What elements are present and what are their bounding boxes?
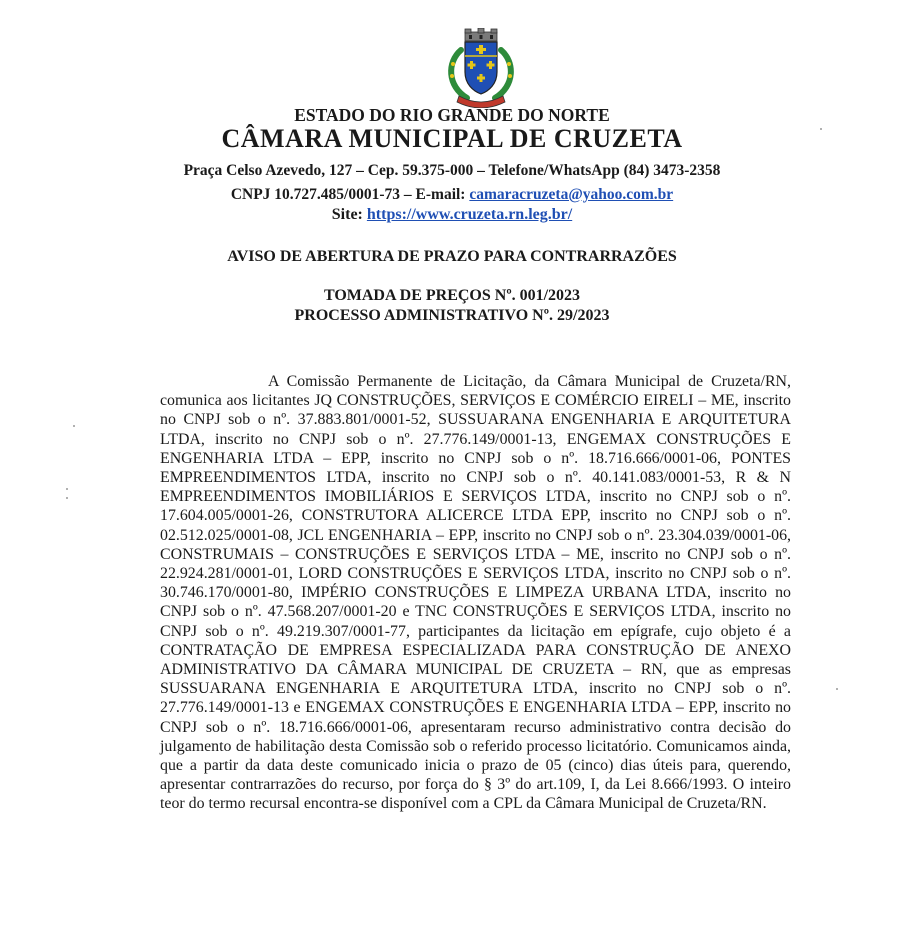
scan-speck bbox=[820, 128, 822, 130]
notice-body-paragraph: A Comissão Permanente de Licitação, da Câmara Municipal de Cruzeta/RN, comunica aos licitantes JQ CONSTRUÇÕES, SERVIÇOS E COMÉRCIO EIRELI – ME, inscrito no CNPJ sob o nº. 37.883.801/0001-52, SUSSUARANA ENGENHARIA E ARQUITETURA LTDA, inscrito no CNPJ sob o nº. 27.776.149/0001-13, ENGEMAX CONSTRUÇÕES E ENGENHARIA LTDA – EPP, inscrito no CNPJ sob o nº. 18.716.666/0001-06, PONTES EMPREENDIMENTOS LTDA, inscrito no CNPJ sob o nº. 40.141.083/0001-53, R & N EMPREENDIMENTOS IMOBILIÁRIOS E SERVIÇOS LTDA, inscrito no CNPJ sob o nº. 17.604.005/0001-26, CONSTRUTORA ALICERCE LTDA EPP, inscrito no CNPJ sob o nº. 02.512.025/0001-08, JCL ENGENHARIA – EPP, inscrito no CNPJ sob o nº. 23.304.039/0001-06, CONSTRUMAIS – CONSTRUÇÕES E SERVIÇOS LTDA – ME, inscrito no CNPJ sob o nº. 22.924.281/0001-01, LORD CONSTRUÇÕES E SERVIÇOS LTDA, inscrito no CNPJ sob o nº. 30.746.170/0001-80, IMPÉRIO CONSTRUÇÕES E LIMPEZA URBANA LTDA, inscrito no CNPJ sob o nº. 47.568.207/0001-20 e TNC CONSTRUÇÕES E SERVIÇOS LTDA, inscrito no CNPJ sob o nº. 49.219.307/0001-77, participantes da licitação em epígrafe, cujo objeto é a CONTRATAÇÃO DE EMPRESA ESPECIALIZADA PARA CONSTRUÇÃO DE ANEXO ADMINISTRATIVO DA CÂMARA MUNICIPAL DE CRUZETA – RN, que as empresas SUSSUARANA ENGENHARIA E ARQUITETURA LTDA, inscrito no CNPJ sob o nº. 27.776.149/0001-13 e ENGEMAX CONSTRUÇÕES E ENGENHARIA LTDA – EPP, inscrito no CNPJ sob o nº. 18.716.666/0001-06, apresentaram recurso administrativo contra decisão do julgamento de habilitação desta Comissão sob o referido processo licitatório. Comunicamos ainda, que a partir da data deste comunicado inicia o prazo de 05 (cinco) dias úteis para, querendo, apresentar contrarrazões do recurso, por força do § 3º do art.109, I, da Lei 8.666/1993. O inteiro teor do termo recursal encontra-se disponível com a CPL da Câmara Municipal de Cruzeta/RN. bbox=[160, 373, 791, 813]
notice-title: AVISO DE ABERTURA DE PRAZO PARA CONTRARRAZÕES bbox=[227, 248, 677, 265]
site-line bbox=[0, 206, 904, 224]
site-label: Site: bbox=[331, 206, 367, 223]
cnpj-label: CNPJ 10.727.485/0001-73 – E-mail: bbox=[230, 186, 470, 203]
state-heading: ESTADO DO RIO GRANDE DO NORTE bbox=[294, 105, 610, 125]
processo-administrativo-heading: PROCESSO ADMINISTRATIVO Nº. 29/2023 bbox=[294, 307, 610, 324]
cnpj-email-line bbox=[0, 186, 904, 204]
institution-title: CÂMARA MUNICIPAL DE CRUZETA bbox=[221, 124, 683, 153]
tomada-de-precos-heading: TOMADA DE PREÇOS Nº. 001/2023 bbox=[323, 287, 581, 304]
address-line: Praça Celso Azevedo, 127 – Cep. 59.375-000 – Telefone/WhatsApp (84) 3473-2358 bbox=[183, 162, 721, 179]
scan-speck bbox=[66, 497, 68, 499]
email-link[interactable]: camaracruzeta@yahoo.com.br bbox=[469, 186, 674, 203]
scan-speck bbox=[73, 425, 75, 427]
site-link[interactable]: https://www.cruzeta.rn.leg.br/ bbox=[366, 206, 573, 223]
scan-speck bbox=[836, 688, 838, 690]
municipal-coat-of-arms-icon bbox=[439, 28, 523, 108]
scan-speck bbox=[66, 488, 68, 490]
